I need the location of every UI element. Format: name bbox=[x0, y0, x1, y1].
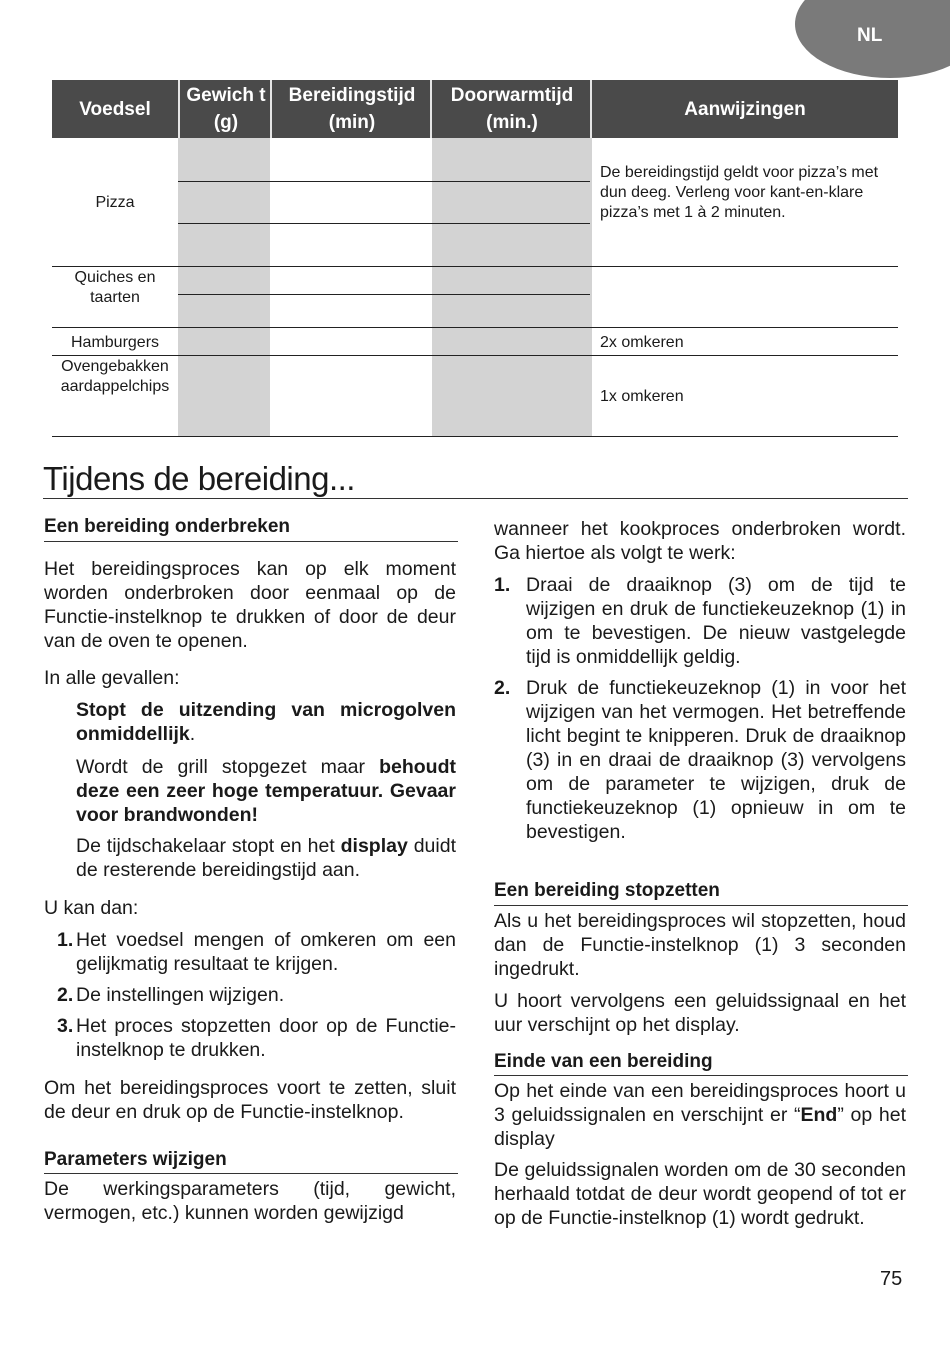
list-item: Druk de functiekeuzeknop (1) in voor het wijzigen van het vermogen. Het betreffende licht begint te knipperen. Druk de draaiknop (3) in en draai de draaiknop (3) vervolgens om de parameter te wijzigen, druk de functiekeuzeknop (1) opnieuw in om te bevestigen. bbox=[526, 677, 906, 843]
rule-stop bbox=[494, 905, 908, 906]
note-pizza: De bereidingstijd geldt voor pizza’s met dun deeg. Verleng voor kant-en-klare pizza’s met 1 à 2 minuten. bbox=[600, 164, 879, 221]
row-line-1 bbox=[52, 266, 898, 267]
list-number: 2. bbox=[57, 984, 74, 1006]
para-stop: Als u het bereidingsproces wil stopzetten, houd dan de Functie-instelknop (1) 3 seconden ingedrukt. bbox=[494, 910, 906, 980]
rule-end bbox=[494, 1075, 908, 1076]
para-stop-signal: U hoort vervolgens een geluidssignaal en het uur verschijnt op het display. bbox=[494, 990, 906, 1036]
header-gewicht: Gewich t (g) bbox=[178, 80, 272, 138]
row-line-4 bbox=[52, 436, 898, 437]
row-line-3 bbox=[52, 355, 898, 356]
food-quiches: Quiches en taarten bbox=[74, 269, 156, 306]
food-chips: Ovengebakken aardappelchips bbox=[60, 358, 170, 395]
para-end-bold: End bbox=[800, 1104, 838, 1126]
para-parameters: De werkingsparameters (tijd, gewicht, vermogen, etc.) kunnen worden gewijzigd bbox=[44, 1178, 456, 1224]
title-rule bbox=[43, 498, 908, 499]
list-item: Draai de draaiknop (3) om de tijd te wijzigen en druk de functiekeuzeknop (1) in om te bevestigen. De nieuw vastgelegde tijd is onmiddellijk geldig. bbox=[526, 574, 906, 668]
list-number: 1. bbox=[57, 929, 74, 951]
list-item: Het proces stopzetten door op de Functie-instelknop te drukken. bbox=[76, 1015, 456, 1061]
para-end bbox=[494, 1079, 906, 1151]
bullet-grill bbox=[76, 755, 456, 827]
food-hamburgers: Hamburgers bbox=[70, 334, 160, 351]
bullet-timer bbox=[76, 834, 456, 882]
food-pizza: Pizza bbox=[95, 194, 135, 211]
pizza-subline-1 bbox=[178, 181, 590, 182]
heading-parameters: Parameters wijzigen bbox=[44, 1149, 227, 1170]
heading-end: Einde van een bereiding bbox=[494, 1051, 713, 1072]
language-tab bbox=[795, 0, 950, 78]
bullet-microwaves bbox=[76, 698, 456, 746]
quiche-subline bbox=[178, 294, 590, 295]
rule-interrupt bbox=[44, 541, 458, 542]
bullet-timer-pre: De tijdschakelaar stopt en het bbox=[76, 835, 341, 857]
header-doorwarmtijd: Doorwarmtijd (min.) bbox=[430, 80, 592, 138]
para-interrupt: Het bereidingsproces kan op elk moment worden onderbroken door eenmaal op de Functie-instelknop te drukken of door de deur van de oven te openen. bbox=[44, 558, 456, 652]
note-hamburgers: 2x omkeren bbox=[600, 334, 684, 351]
bullet-microwaves-bold: Stopt de uitzending van microgolven onmiddellijk bbox=[76, 699, 456, 745]
table-header bbox=[52, 80, 898, 138]
weight-column-bg bbox=[178, 138, 270, 437]
note-chips: 1x omkeren bbox=[600, 388, 684, 405]
para-continue: Om het bereidingsproces voort te zetten, sluit de deur en druk op de Functie-instelknop. bbox=[44, 1077, 456, 1123]
page-number: 75 bbox=[880, 1268, 903, 1290]
section-title: Tijdens de bereiding... bbox=[43, 460, 355, 497]
bullet-grill-text: Wordt de grill stopgezet maar bbox=[76, 756, 380, 778]
list-item: De instellingen wijzigen. bbox=[76, 984, 285, 1006]
header-aanwijzingen: Aanwijzingen bbox=[590, 80, 898, 138]
list-number: 3. bbox=[57, 1015, 74, 1037]
bullet-timer-post: duidt de resterende bereidingstijd aan. bbox=[76, 835, 456, 881]
heading-stop: Een bereiding stopzetten bbox=[494, 880, 720, 901]
bullet-microwaves-rest: . bbox=[189, 723, 196, 745]
para-continue-right: wanneer het kookproces onderbroken wordt. Ga hiertoe als volgt te werk: bbox=[494, 518, 906, 564]
para-end-repeat: De geluidssignalen worden om de 30 seconden herhaald totdat de deur wordt geopend of tot er op de Functie-instelknop (1) wordt gedrukt. bbox=[494, 1159, 906, 1229]
language-label: NL bbox=[857, 25, 883, 46]
header-voedsel: Voedsel bbox=[79, 98, 151, 120]
bullet-grill-bold: behoudt deze een zeer hoge temperatuur. Gevaar voor brandwonden! bbox=[76, 756, 456, 826]
bullet-timer-bold: display bbox=[340, 835, 408, 857]
list-number: 1. bbox=[494, 574, 511, 596]
heading-interrupt: Een bereiding onderbreken bbox=[44, 516, 290, 537]
para-u-kan-dan: U kan dan: bbox=[44, 897, 139, 919]
para-end-pre: Op het einde van een bereidingsproces hoort u 3 geluidssignalen en verschijnt er “ bbox=[494, 1080, 906, 1126]
header-bereidingstijd: Bereidingstijd (min) bbox=[270, 80, 432, 138]
para-end-post: ” op het display bbox=[494, 1104, 906, 1150]
list-number: 2. bbox=[494, 677, 511, 699]
para-all-cases: In alle gevallen: bbox=[44, 667, 180, 689]
rule-parameters bbox=[44, 1173, 458, 1174]
row-line-2 bbox=[52, 327, 898, 328]
reheat-column-bg bbox=[432, 138, 592, 437]
pizza-subline-2 bbox=[178, 223, 590, 224]
list-item: Het voedsel mengen of omkeren om een gelijkmatig resultaat te krijgen. bbox=[76, 929, 456, 975]
